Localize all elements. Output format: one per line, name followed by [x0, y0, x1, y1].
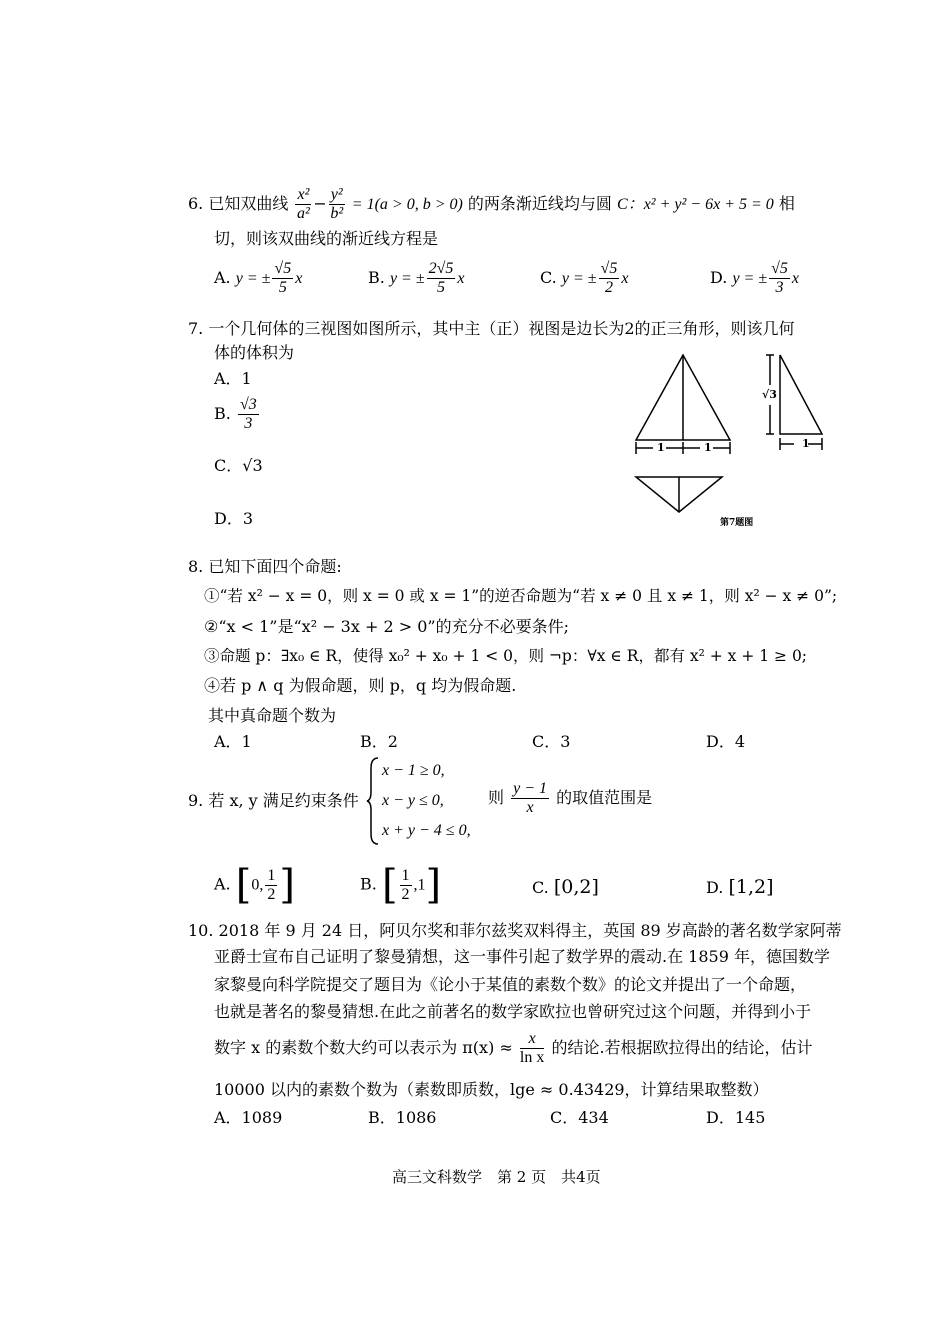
q9-option-a: A. [0, $\frac{1}{2}$ ]: [214, 862, 295, 908]
page-footer: 高三文科数学 第 2 页 共4页: [392, 1168, 601, 1186]
fig-label-1b: 1: [704, 441, 712, 454]
q8-line1: 8. 已知下面四个命题:: [188, 557, 342, 576]
q10-line3: 家黎曼向科学院提交了题目为《论小于某值的素数个数》的论文并提出了一个命题，: [214, 975, 807, 994]
q10-line4: 也就是著名的黎曼猜想.在此之前著名的数学家欧拉也曾研究过这个问题，并得到小于: [214, 1002, 812, 1021]
q8-option-c: C．3: [532, 732, 571, 751]
q8-option-b: B．2: [360, 732, 398, 751]
fig-label-1a: 1: [657, 441, 665, 454]
q10-option-c: C．434: [550, 1108, 609, 1127]
q7-option-a: A．1: [214, 369, 252, 388]
front-view: [636, 355, 730, 454]
q6-frac-y: $\frac{\text{y²}}{\text{b²}}$: [330, 186, 344, 222]
q6-frac-x: $\frac{\text{x²}}{\text{a²}}$: [297, 186, 310, 222]
q6-circle: C：x² + y² − 6x + 5 = 0: [617, 196, 774, 213]
q6-equation: = 1(a > 0, b > 0): [351, 196, 463, 213]
side-view: [766, 355, 822, 450]
q9-constraint-2: x − y ≤ 0,: [382, 792, 444, 809]
q8-statement-3: ③命题 p：∃x₀ ∈ R，使得 x₀² + x₀ + 1 < 0，则 ¬p：∀x ∈ R，都有 x² + x + 1 ≥ 0;: [204, 647, 808, 665]
q7-option-b: B. $\frac{√3}{3}$: [214, 396, 257, 432]
q7-line1: 7. 一个几何体的三视图如图所示，其中主（正）视图是边长为2的正三角形，则该几何: [188, 319, 795, 338]
q6-line1: 6. 已知双曲线 $\frac{\text{x²}}{\text{a²}}$ − $\frac{\text{y²}}{\text{b²}}$ = 1(a > 0, b > 0) 的两条渐近线均与圆 C：x² + y² − 6x + 5 = 0 相: [188, 186, 795, 222]
q9-pre: 9. 若 x, y 满足约束条件: [188, 791, 359, 810]
q6-tail: 相: [778, 194, 795, 213]
top-view: [636, 477, 722, 512]
q9-option-b: B. [ $\frac{1}{2}$ ,1]: [360, 862, 442, 908]
q9-brace: [366, 756, 380, 846]
q9-target: 则 $\frac{y - 1}{x}$ 的取值范围是: [488, 780, 653, 816]
q9-constraint-1: x − 1 ≥ 0,: [382, 762, 445, 779]
q10-option-b: B．1086: [368, 1108, 437, 1127]
q6-intro: 已知双曲线: [208, 194, 289, 213]
q7-option-d: D．3: [214, 509, 254, 528]
q10-line2: 亚爵士宣布自己证明了黎曼猜想，这一事件引起了数学界的震动.在 1859 年，德国数学: [214, 947, 830, 966]
q6-option-b: B. y = ± $\frac{2√5}{5}$ x: [368, 260, 465, 296]
q6-option-d: D. y = ± $\frac{√5}{3}$ x: [710, 260, 800, 296]
q9-option-c: C. [0,2]: [532, 876, 599, 898]
fig-label-sqrt3: √3: [762, 388, 777, 401]
q8-ask: 其中真命题个数为: [208, 706, 337, 725]
q8-statement-2: ②“x < 1”是“x² − 3x + 2 > 0”的充分不必要条件;: [204, 617, 569, 636]
q9-option-d: D. [1,2]: [706, 876, 774, 898]
q8-statement-1: ①“若 x² − x = 0，则 x = 0 或 x = 1”的逆否命题为“若 x ≠ 0 且 x ≠ 1，则 x² − x ≠ 0”;: [204, 587, 838, 605]
q7-line2: 体的体积为: [214, 343, 295, 362]
fig-label-1c: 1: [802, 437, 810, 450]
q10-option-a: A．1089: [214, 1108, 283, 1127]
q7-option-c: C．√3: [214, 456, 263, 475]
q6-number: 6.: [188, 194, 204, 213]
q10-line6: 10000 以内的素数个数为（素数即质数，lge ≈ 0.43429，计算结果取整数）: [214, 1080, 769, 1099]
q6-line2: 切，则该双曲线的渐近线方程是: [214, 229, 439, 248]
q6-mid: 的两条渐近线均与圆: [467, 194, 612, 213]
q8-statement-4: ④若 p ∧ q 为假命题，则 p，q 均为假命题.: [204, 676, 517, 695]
q8-option-d: D．4: [706, 732, 746, 751]
q10-line1: 10. 2018 年 9 月 24 日，阿贝尔奖和菲尔兹奖双料得主，英国 89 岁高龄的著名数学家阿蒂: [188, 921, 842, 940]
q6-option-c: C. y = ± $\frac{√5}{2}$ x: [540, 260, 629, 296]
q8-option-a: A．1: [214, 732, 252, 751]
q10-line5: 数字 x 的素数个数大约可以表示为 π(x) ≈ $\frac{x}{\text{ln x}}$ 的结论.若根据欧拉得出的结论，估计: [214, 1030, 813, 1066]
q10-option-d: D．145: [706, 1108, 766, 1127]
q9-constraint-3: x + y − 4 ≤ 0,: [382, 822, 471, 839]
fig-caption: 第7题图: [720, 518, 754, 528]
q6-option-a: A. y = ± $\frac{√5}{5}$ x: [214, 260, 303, 296]
